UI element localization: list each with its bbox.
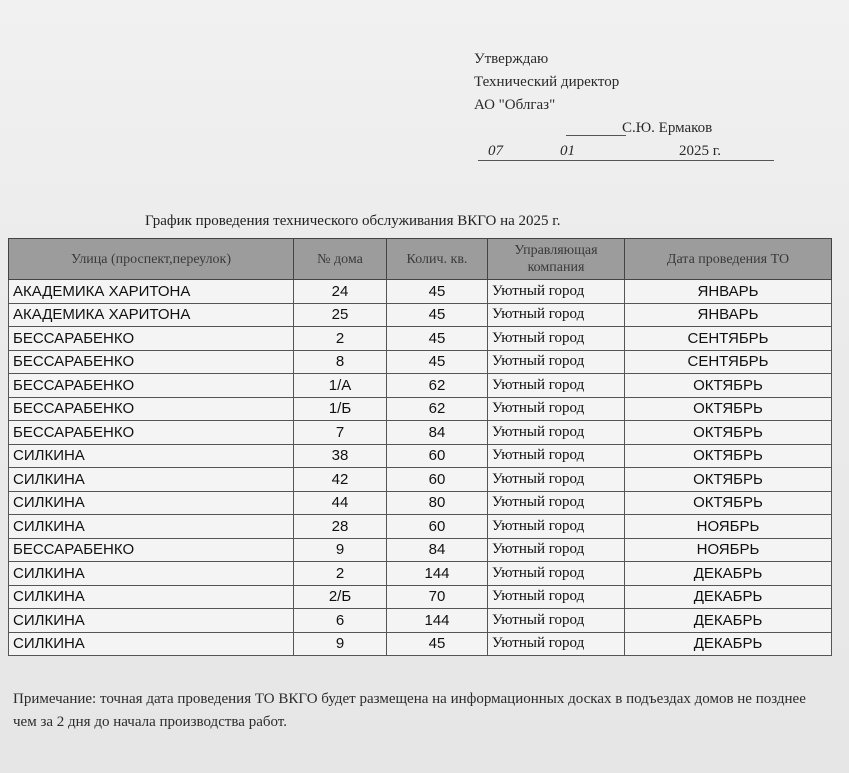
cell-flats: 70 bbox=[387, 585, 488, 609]
cell-flats: 62 bbox=[387, 374, 488, 398]
cell-company: Уютный город bbox=[488, 374, 625, 398]
approval-year: 2025 г. bbox=[679, 143, 721, 159]
header-date: Дата проведения ТО bbox=[625, 239, 832, 280]
cell-month: ОКТЯБРЬ bbox=[625, 397, 832, 421]
cell-street: СИЛКИНА bbox=[9, 585, 294, 609]
cell-month: ДЕКАБРЬ bbox=[625, 632, 832, 656]
cell-street: БЕССАРАБЕНКО bbox=[9, 538, 294, 562]
cell-house: 2/Б bbox=[294, 585, 387, 609]
cell-street: БЕССАРАБЕНКО bbox=[9, 374, 294, 398]
cell-flats: 60 bbox=[387, 444, 488, 468]
approval-month: 01 bbox=[560, 143, 575, 159]
footnote: Примечание: точная дата проведения ТО ВКГО будет размещена на информационных досках в подъездах домов не позднее чем за 2 дня до начала производства работ. bbox=[13, 691, 806, 730]
cell-street: СИЛКИНА bbox=[9, 491, 294, 515]
cell-flats: 45 bbox=[387, 632, 488, 656]
cell-house: 1/Б bbox=[294, 397, 387, 421]
table-row bbox=[9, 303, 832, 327]
cell-flats: 84 bbox=[387, 421, 488, 445]
cell-month: ДЕКАБРЬ bbox=[625, 562, 832, 586]
cell-flats: 144 bbox=[387, 562, 488, 586]
cell-house: 6 bbox=[294, 609, 387, 633]
table-header-row bbox=[9, 239, 832, 280]
cell-street: АКАДЕМИКА ХАРИТОНА bbox=[9, 280, 294, 304]
approver-company: АО "Облгаз" bbox=[474, 97, 556, 113]
cell-street: БЕССАРАБЕНКО bbox=[9, 421, 294, 445]
cell-house: 24 bbox=[294, 280, 387, 304]
cell-house: 44 bbox=[294, 491, 387, 515]
cell-house: 8 bbox=[294, 350, 387, 374]
cell-company: Уютный город bbox=[488, 444, 625, 468]
table-row bbox=[9, 491, 832, 515]
table-row bbox=[9, 374, 832, 398]
document-title: График проведения технического обслуживания ВКГО на 2025 г. bbox=[145, 213, 561, 229]
table-row bbox=[9, 327, 832, 351]
signature-row bbox=[474, 117, 814, 140]
cell-house: 28 bbox=[294, 515, 387, 539]
cell-street: БЕССАРАБЕНКО bbox=[9, 350, 294, 374]
cell-house: 2 bbox=[294, 327, 387, 351]
cell-flats: 45 bbox=[387, 280, 488, 304]
approval-date-row bbox=[474, 140, 814, 166]
cell-company: Уютный город bbox=[488, 491, 625, 515]
table-row bbox=[9, 515, 832, 539]
signature-line bbox=[566, 135, 626, 136]
cell-month: СЕНТЯБРЬ bbox=[625, 350, 832, 374]
header-company: Управляющая компания bbox=[488, 239, 625, 280]
cell-flats: 84 bbox=[387, 538, 488, 562]
cell-company: Уютный город bbox=[488, 609, 625, 633]
header-street: Улица (проспект,переулок) bbox=[9, 239, 294, 280]
cell-flats: 45 bbox=[387, 327, 488, 351]
table-row bbox=[9, 468, 832, 492]
cell-month: СЕНТЯБРЬ bbox=[625, 327, 832, 351]
cell-street: БЕССАРАБЕНКО bbox=[9, 397, 294, 421]
cell-company: Уютный город bbox=[488, 327, 625, 351]
cell-company: Уютный город bbox=[488, 421, 625, 445]
table-row bbox=[9, 397, 832, 421]
table-row bbox=[9, 632, 832, 656]
cell-company: Уютный город bbox=[488, 515, 625, 539]
cell-month: ДЕКАБРЬ bbox=[625, 585, 832, 609]
cell-street: СИЛКИНА bbox=[9, 632, 294, 656]
table-row bbox=[9, 280, 832, 304]
approval-day: 07 bbox=[488, 143, 503, 159]
approval-block bbox=[474, 48, 814, 166]
cell-street: АКАДЕМИКА ХАРИТОНА bbox=[9, 303, 294, 327]
cell-flats: 60 bbox=[387, 515, 488, 539]
cell-month: ОКТЯБРЬ bbox=[625, 444, 832, 468]
cell-company: Уютный город bbox=[488, 280, 625, 304]
cell-flats: 45 bbox=[387, 350, 488, 374]
cell-house: 9 bbox=[294, 632, 387, 656]
cell-house: 38 bbox=[294, 444, 387, 468]
table-body bbox=[9, 280, 832, 656]
table-row bbox=[9, 421, 832, 445]
cell-street: СИЛКИНА bbox=[9, 468, 294, 492]
cell-month: НОЯБРЬ bbox=[625, 538, 832, 562]
cell-street: СИЛКИНА bbox=[9, 444, 294, 468]
cell-house: 42 bbox=[294, 468, 387, 492]
cell-flats: 80 bbox=[387, 491, 488, 515]
cell-month: ОКТЯБРЬ bbox=[625, 374, 832, 398]
signer-name: С.Ю. Ермаков bbox=[622, 120, 713, 136]
cell-month: ОКТЯБРЬ bbox=[625, 468, 832, 492]
cell-month: НОЯБРЬ bbox=[625, 515, 832, 539]
cell-month: ОКТЯБРЬ bbox=[625, 491, 832, 515]
table-row bbox=[9, 562, 832, 586]
cell-company: Уютный город bbox=[488, 303, 625, 327]
cell-company: Уютный город bbox=[488, 397, 625, 421]
cell-street: БЕССАРАБЕНКО bbox=[9, 327, 294, 351]
cell-flats: 60 bbox=[387, 468, 488, 492]
cell-company: Уютный город bbox=[488, 562, 625, 586]
table-row bbox=[9, 350, 832, 374]
cell-month: ЯНВАРЬ bbox=[625, 303, 832, 327]
cell-flats: 45 bbox=[387, 303, 488, 327]
table-row bbox=[9, 609, 832, 633]
cell-street: СИЛКИНА bbox=[9, 609, 294, 633]
approval-label: Утверждаю bbox=[474, 51, 549, 67]
cell-flats: 144 bbox=[387, 609, 488, 633]
cell-company: Уютный город bbox=[488, 632, 625, 656]
cell-company: Уютный город bbox=[488, 350, 625, 374]
cell-month: ОКТЯБРЬ bbox=[625, 421, 832, 445]
table-row bbox=[9, 538, 832, 562]
cell-house: 7 bbox=[294, 421, 387, 445]
cell-house: 9 bbox=[294, 538, 387, 562]
cell-company: Уютный город bbox=[488, 468, 625, 492]
date-line bbox=[478, 160, 774, 161]
approver-position: Технический директор bbox=[474, 74, 620, 90]
cell-house: 1/А bbox=[294, 374, 387, 398]
table-row bbox=[9, 444, 832, 468]
cell-month: ЯНВАРЬ bbox=[625, 280, 832, 304]
cell-month: ДЕКАБРЬ bbox=[625, 609, 832, 633]
cell-house: 25 bbox=[294, 303, 387, 327]
cell-company: Уютный город bbox=[488, 585, 625, 609]
table-row bbox=[9, 585, 832, 609]
cell-flats: 62 bbox=[387, 397, 488, 421]
schedule-table bbox=[8, 238, 832, 656]
cell-street: СИЛКИНА bbox=[9, 562, 294, 586]
header-house: № дома bbox=[294, 239, 387, 280]
header-flats: Колич. кв. bbox=[387, 239, 488, 280]
cell-house: 2 bbox=[294, 562, 387, 586]
cell-street: СИЛКИНА bbox=[9, 515, 294, 539]
cell-company: Уютный город bbox=[488, 538, 625, 562]
